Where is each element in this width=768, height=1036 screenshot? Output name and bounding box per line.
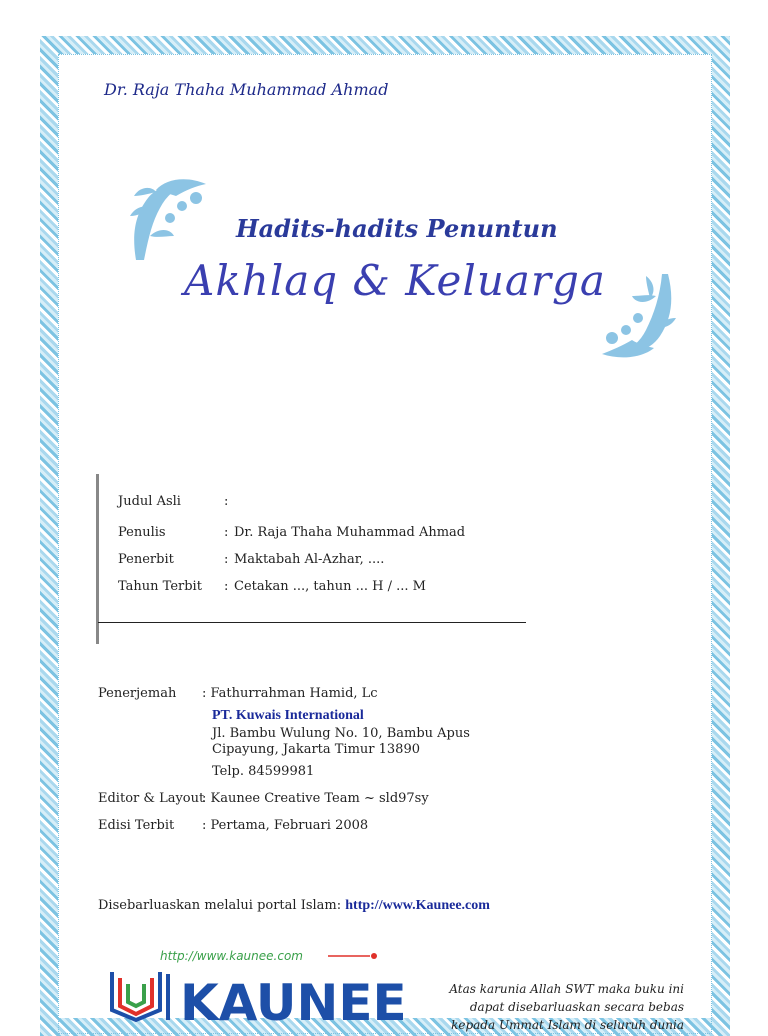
edition-label: Edisi Terbit	[98, 818, 175, 833]
footer-note-line: kepada Ummat Islam di seluruh dunia	[451, 1018, 684, 1032]
info-value: Maktabah Al-Azhar, ....	[234, 552, 385, 567]
kaunee-logo-mark	[108, 944, 408, 1024]
publisher-phone: Telp. 84599981	[212, 764, 315, 779]
book-info-box	[96, 474, 526, 644]
logo-wordmark: KAUNEE	[180, 974, 407, 1024]
publisher-address-line1: Jl. Bambu Wulung No. 10, Bambu Apus	[212, 726, 470, 741]
info-value: Cetakan ..., tahun ... H / ... M	[234, 579, 426, 594]
floral-ornament-bottom-right	[598, 270, 678, 360]
publisher-name: PT. Kuwais International	[212, 708, 364, 723]
info-box-bottom-rule	[98, 622, 526, 623]
info-label: Penulis	[118, 525, 166, 540]
edition-value: : Pertama, Februari 2008	[202, 818, 369, 833]
footer-note-line: Atas karunia Allah SWT maka buku ini	[449, 982, 684, 996]
translator-value: : Fathurrahman Hamid, Lc	[202, 686, 378, 701]
editor-value: : Kaunee Creative Team ~ sld97sy	[202, 791, 429, 806]
distribution-line	[98, 898, 490, 914]
info-separator: :	[224, 494, 229, 509]
publisher-address-line2: Cipayung, Jakarta Timur 13890	[212, 742, 420, 757]
info-label: Judul Asli	[118, 494, 181, 509]
floral-ornament-top-left	[126, 176, 212, 264]
info-separator: :	[224, 579, 229, 594]
info-box-left-rule	[96, 474, 99, 644]
distribution-text: Disebarluaskan melalui portal Islam:	[98, 898, 346, 913]
book-title: Akhlaq & Keluarga	[184, 256, 606, 305]
info-separator: :	[224, 525, 229, 540]
info-separator: :	[224, 552, 229, 567]
info-label: Penerbit	[118, 552, 174, 567]
info-value: Dr. Raja Thaha Muhammad Ahmad	[234, 525, 466, 540]
translator-label: Penerjemah	[98, 686, 177, 701]
logo-url-text: http://www.kaunee.com	[160, 949, 303, 963]
info-label: Tahun Terbit	[118, 579, 202, 594]
footer-note	[420, 980, 684, 1034]
kaunee-logo	[108, 944, 408, 1024]
book-subtitle: Hadits-hadits Penuntun	[236, 214, 558, 243]
editor-label: Editor & Layout	[98, 791, 205, 806]
header-author: Dr. Raja Thaha Muhammad Ahmad	[104, 80, 389, 99]
footer-note-line: dapat disebarluaskan secara bebas	[469, 1000, 684, 1014]
portal-link[interactable]: http://www.Kaunee.com	[345, 898, 490, 913]
